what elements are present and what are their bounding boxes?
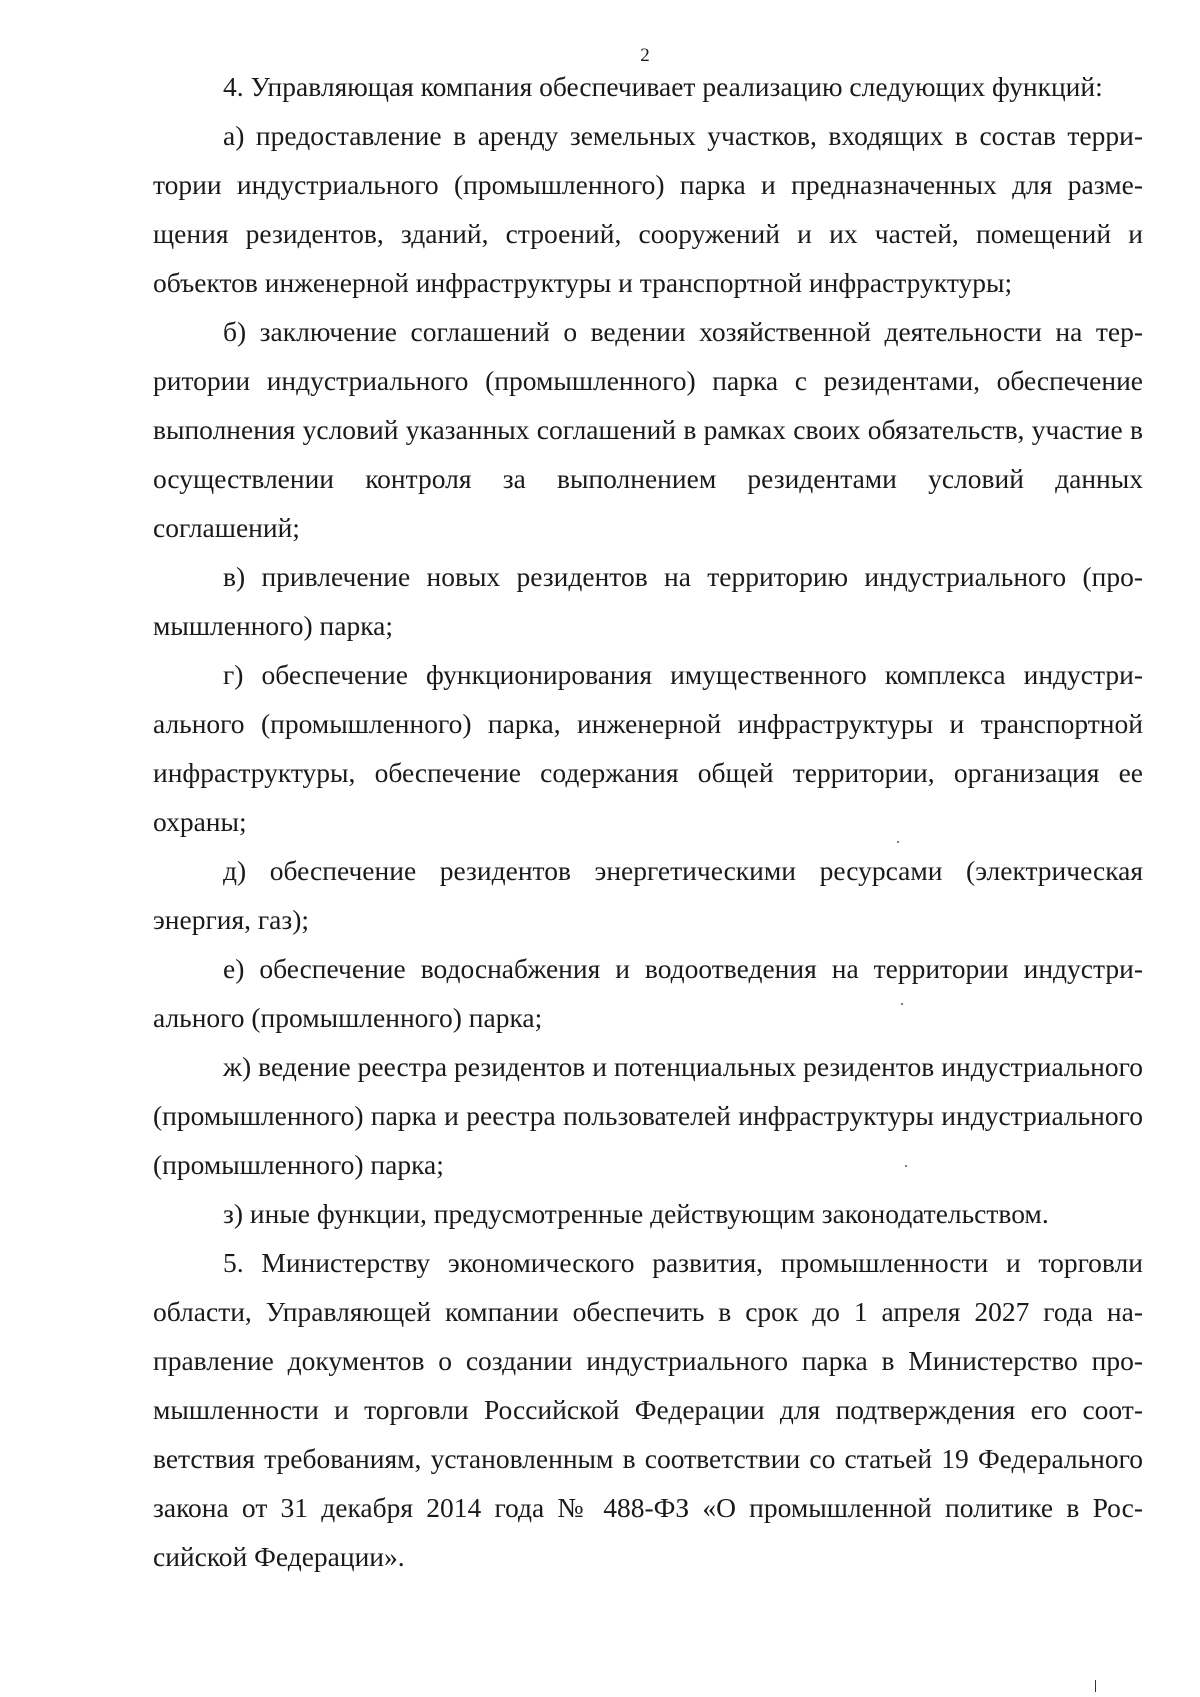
paragraph-subitem-a: а) предоставление в аренду земельных участков, входящих в состав территории индустриального (промышленного) парка и предназначенных для размещения резидентов, зданий, строений, сооружений и их частей, помещений и объектов инженерной инфраструктуры и транспортной инфраструктуры; bbox=[153, 120, 1143, 298]
paragraph-subitem-e: е) обеспечение водоснабжения и водоотведения на территории индустриального (промышленного) парка; bbox=[153, 953, 1143, 1033]
paragraph-item-5: 5. Министерству экономического развития, промышленности и торговли области, Управляющей компании обеспечить в срок до 1 апреля 2027 года направление документов о создании индустриального парка в Министерство промышленности и торговли Российской Федерации для подтверждения его соответствия требованиям, установленным в соответствии со статьей 19 Федерального закона от 31 декабря 2014 года № 488-ФЗ «О промышленной политике в Российской Федерации». bbox=[153, 1247, 1143, 1572]
page-number: 2 bbox=[640, 45, 650, 66]
scan-speck bbox=[905, 1165, 907, 1167]
paragraph-subitem-b: б) заключение соглашений о ведении хозяйственной деятельности на территории индустриального (промышленного) парка с резидентами, обеспечение выполнения условий указанных соглашений в рамках своих обязательств, участие в осуществлении контроля за выполнением резидентами условий данных соглашений; bbox=[153, 316, 1143, 543]
scan-speck bbox=[901, 1003, 903, 1005]
paragraph-subitem-g: г) обеспечение функционирования имущественного комплекса индустриального (промышленного) парка, инженерной инфраструктуры и транспортной инфраструктуры, обеспечение содержания общей территории, организация ее охраны; bbox=[153, 659, 1143, 837]
paragraph-subitem-v: в) привлечение новых резидентов на территорию индустриального (промышленного) парка; bbox=[153, 561, 1143, 641]
paragraph-subitem-zh: ж) ведение реестра резидентов и потенциальных резидентов индустриального (промышленного) парка и реестра пользователей инфраструктуры индустриального (промышленного) парка; bbox=[153, 1051, 1143, 1180]
scan-mark bbox=[1095, 1680, 1096, 1692]
paragraph-subitem-z: з) иные функции, предусмотренные действующим законодательством. bbox=[223, 1198, 1049, 1229]
document-body bbox=[153, 62, 1143, 1581]
scan-speck bbox=[897, 841, 899, 843]
paragraph-item-4: 4. Управляющая компания обеспечивает реализацию следующих функций: bbox=[223, 71, 1103, 102]
paragraph-subitem-d: д) обеспечение резидентов энергетическими ресурсами (электрическая энергия, газ); bbox=[153, 855, 1143, 935]
